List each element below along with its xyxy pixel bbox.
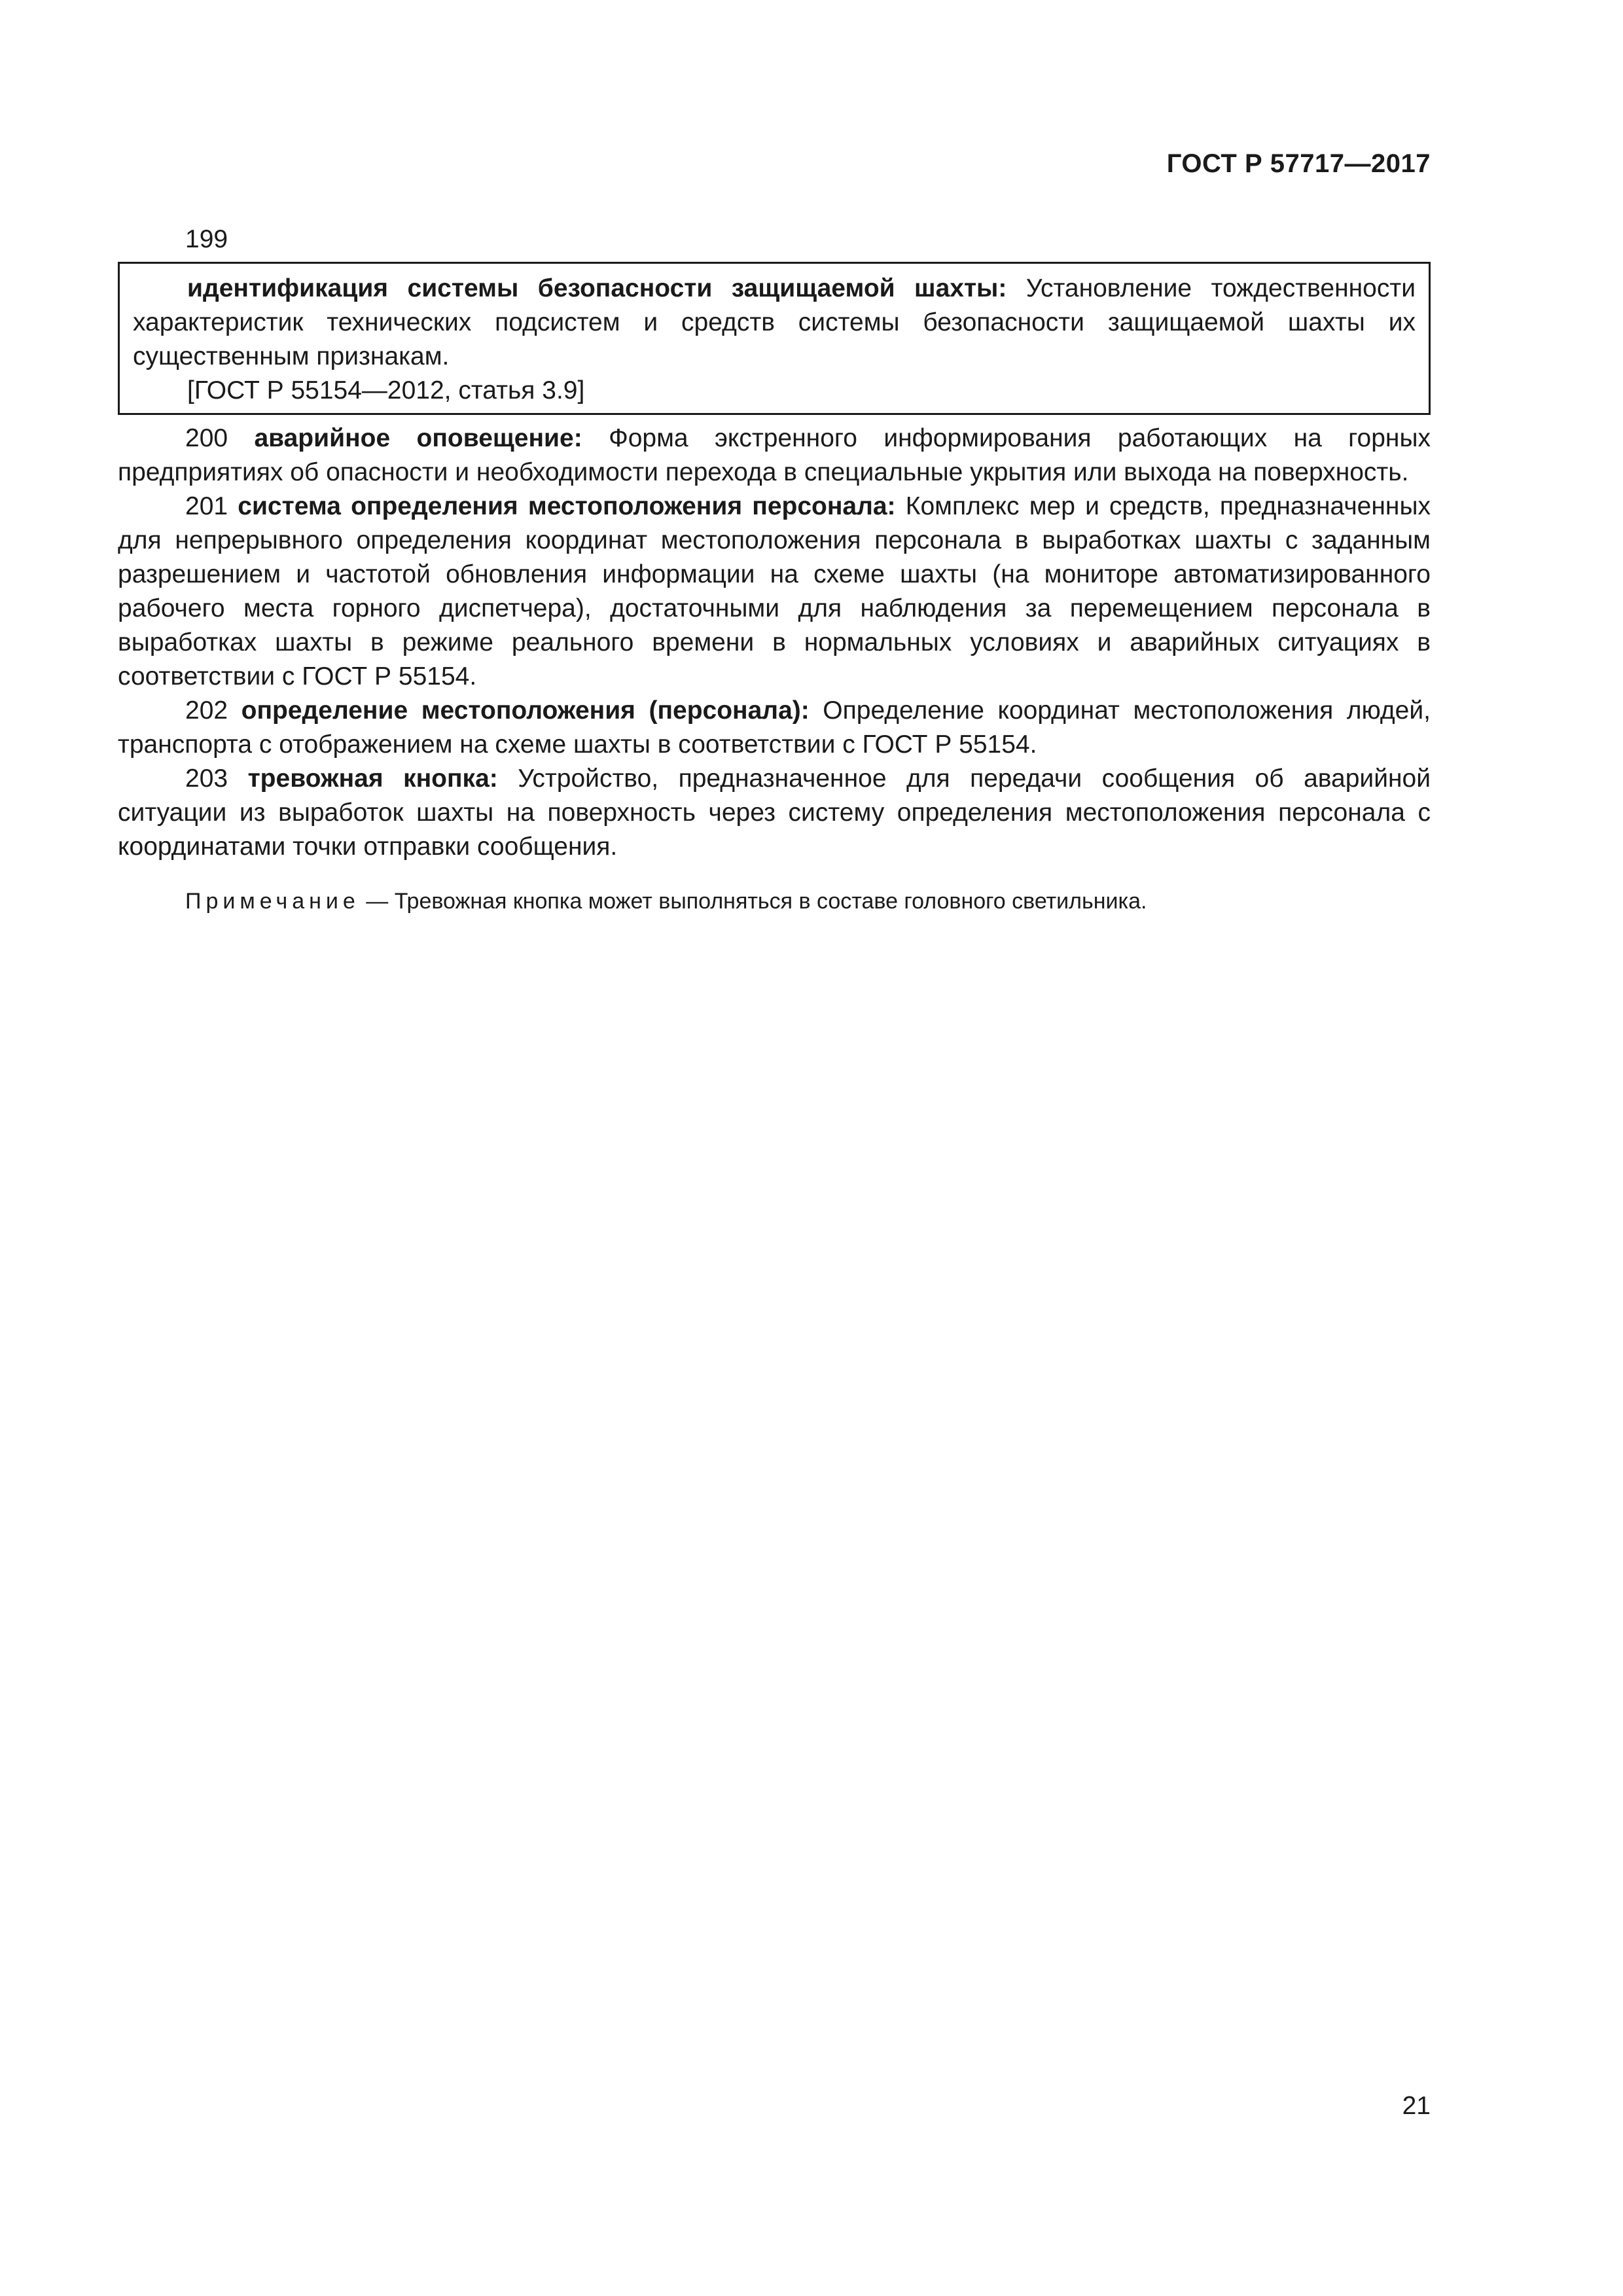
definition-term: система определения местоположения персонала: — [238, 492, 896, 520]
page-number: 21 — [1402, 2092, 1431, 2120]
definition-source: [ГОСТ Р 55154—2012, статья 3.9] — [187, 376, 585, 404]
boxed-definition — [118, 262, 1431, 415]
document-body — [118, 223, 1431, 916]
definition-term: идентификация системы безопасности защищаемой шахты: — [187, 274, 1007, 302]
definition-text: Комплекс мер и средств, предназначенных для непрерывного определения координат местоположения персонала в выработках шахты с заданным разрешением и частотой обновления информации на схеме шахты (на мониторе автоматизированного рабочего места горного диспетчера), достаточными для наблюдения за перемещением персонала в выработках шахты в режиме реального времени в нормальных условиях и аварийных ситуациях в соответствии с ГОСТ Р 55154. — [118, 492, 1431, 691]
definition-number: 201 — [185, 492, 228, 520]
definition-paragraph — [118, 762, 1431, 864]
definition-paragraph — [118, 422, 1431, 490]
note-text: — Тревожная кнопка может выполняться в составе головного светильника. — [359, 889, 1147, 914]
note-paragraph — [118, 886, 1431, 916]
definition-number: 202 — [185, 696, 228, 725]
definition-term: определение местоположения (персонала): — [241, 696, 810, 725]
definition-number: 203 — [185, 764, 228, 793]
definition-text: Устройство, предназначенное для передачи сообщения об аварийной ситуации из выработок шахты на поверхность через систему определения местоположения персонала с координатами точки отправки сообщения. — [118, 764, 1431, 861]
document-id-header: ГОСТ Р 57717—2017 — [1166, 149, 1431, 178]
definition-term: аварийное оповещение: — [254, 424, 582, 452]
definition-paragraph — [118, 490, 1431, 694]
definition-text: Форма экстренного информирования работающих на горных предприятиях об опасности и необходимости перехода в специальные укрытия или выхода на поверхность. — [118, 424, 1431, 486]
definition-term: тревожная кнопка: — [247, 764, 498, 793]
definition-paragraph — [133, 272, 1416, 374]
definition-paragraph — [118, 694, 1431, 762]
definition-number: 200 — [185, 424, 228, 452]
definition-text: Определение координат местоположения людей, транспорта с отображением на схеме шахты в соответствии с ГОСТ Р 55154. — [118, 696, 1431, 759]
definition-text: Установление тождественности характеристик технических подсистем и средств системы безопасности защищаемой шахты их существенным признакам. — [133, 274, 1416, 370]
definition-number: 199 — [185, 225, 228, 253]
note-label: Примечание — [185, 889, 360, 914]
